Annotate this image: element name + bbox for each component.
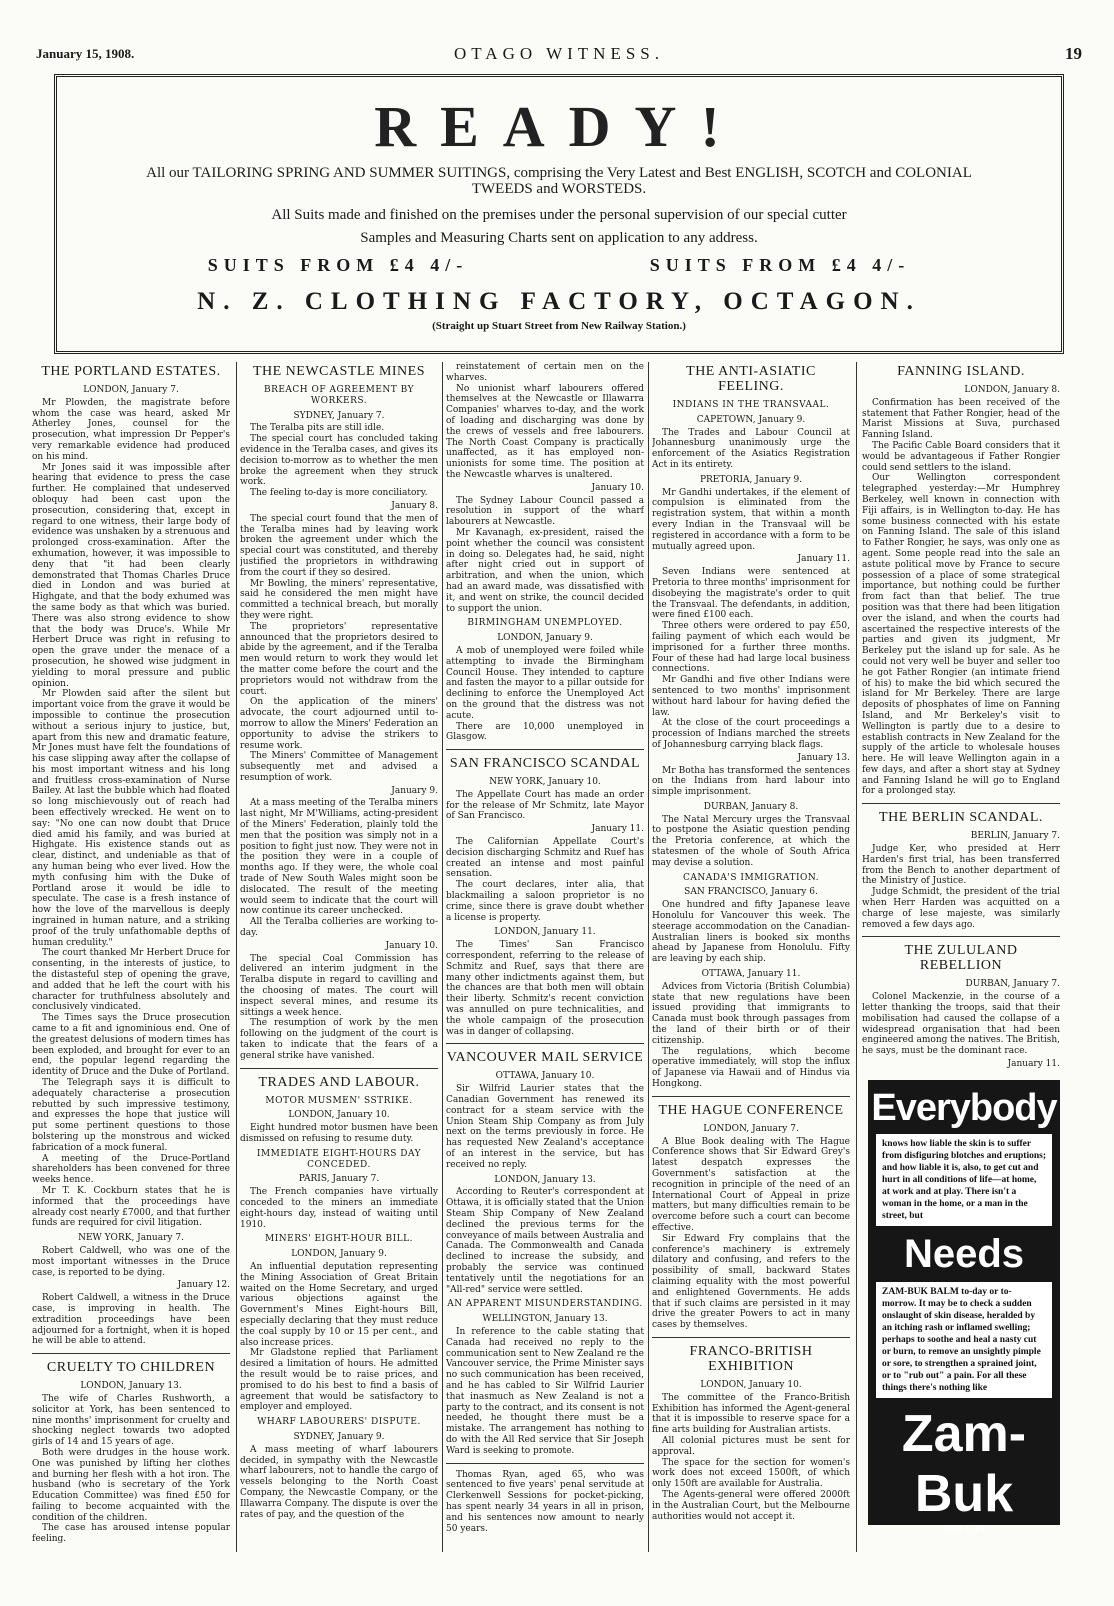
section-divider <box>446 749 644 750</box>
issue-date: January 15, 1908. <box>36 46 135 61</box>
paragraph: At a mass meeting of the Teralba miners last night, Mr M'Williams, acting-president of the Miners' Federation, plainly told the men that the position was simply not in a position to fight just now. They were not in the position they were in a couple of months ago. If they were, the whole coal trade of New South Wales might soon be dislocated. The result of the meeting would seem to indicate that the court will now continue its career unchecked. <box>240 798 438 917</box>
section-divider <box>32 1353 230 1354</box>
dateline: LONDON, January 9. <box>497 633 593 644</box>
paragraph: On the application of the miners' advocate, the court adjourned until to-morrow to allow the Miners' Federation an opportunity to advise the strikers to resume work. <box>240 697 438 751</box>
paragraph: Mr Plowden, the magistrate before whom the case was heard, asked Mr Atherley Jones, counsel for the prosecution, what impression Dr Pepper's very remarkable evidence had produced on his mind. <box>32 397 230 462</box>
ad-line-3: Samples and Measuring Charts sent on application to any address. <box>360 230 758 246</box>
dateline: BERLIN, January 7. <box>970 831 1060 842</box>
subheading: WHARF LABOURERS' DISPUTE. <box>257 1417 421 1428</box>
subheading: AN APPARENT MISUNDERSTANDING. <box>447 1299 643 1310</box>
subheading: BIRMINGHAM UNEMPLOYED. <box>467 618 623 629</box>
dateline: January 11. <box>797 554 850 565</box>
paragraph: The special court found that the men of the Teralba mines had by leaving work broken the agreement under which the special court was constituted, and thereby justified the proprietors in withdrawing from the court if they so desired. <box>240 513 438 578</box>
dateline: WELLINGTON, January 13. <box>482 1314 608 1325</box>
dateline: LONDON, January 13. <box>80 1381 182 1392</box>
zam-buk-needs: Needs <box>903 1232 1025 1276</box>
paragraph: The Teralba pits are still idle. <box>250 423 385 434</box>
dateline: NEW YORK, January 7. <box>78 1233 184 1244</box>
column-2 <box>240 362 438 1562</box>
paragraph: reinstatement of certain men on the wharves. <box>446 362 644 383</box>
paragraph: The proprietors' representative announced that the proprietors desired to abide by the agreement, and if the Teralba men would return to work they would let the matter come before the court and the proprietors would not withdraw from the court. <box>240 621 438 697</box>
paragraph: Mr Gandhi undertakes, if the element of compulsion is eliminated from the registration system, that within a month every Indian in the Transvaal will be registered in accordance with a form to be mutually agreed upon. <box>652 487 850 552</box>
paragraph: The French companies have virtually conceded to the miners an immediate eight-hours day, instead of waiting until 1910. <box>240 1187 438 1230</box>
paragraph: The feeling to-day is more conciliatory. <box>250 488 428 499</box>
ad-firm-name: N. Z. CLOTHING FACTORY, OCTAGON. <box>197 288 921 315</box>
paragraph: Robert Caldwell, who was one of the most important witnesses in the Druce case, is reported to be dying. <box>32 1245 230 1278</box>
dateline: CAPETOWN, January 9. <box>696 414 806 425</box>
masthead <box>36 44 1082 66</box>
headline-san-francisco-scandal: SAN FRANCISCO SCANDAL <box>449 756 641 772</box>
paragraph: Sir Wilfrid Laurier states that the Canadian Government has renewed its contract for a steam service with the Union Steam Ship Company as from July next on the terms previously in force. He has requested New Zealand's acceptance of an interest in the service, but has received no reply. <box>446 1084 644 1170</box>
paragraph: All colonial pictures must be sent for approval. <box>652 1435 850 1457</box>
paragraph: Eight hundred motor busmen have been dismissed on refusing to resume duty. <box>240 1123 438 1144</box>
ad-suits-row <box>57 255 1061 276</box>
zam-buk-text-2: ZAM-BUK BALM to-day or to-morrow. It may be to check a sudden onslaught of skin disease, heralded by an itching rash or inflamed swelling; perhaps to soothe and heal a nasty cut or burn, to remove an unsightly pimple or sore, to strengthen a sprained joint, or to "rub out" a pain. For all these things there's nothing like <box>876 1282 1052 1398</box>
paragraph: Seven Indians were sentenced at Pretoria to three months' imprisonment for disobeying the magistrate's order to quit the Transvaal. The defendants, in addition, were fined £100 each. <box>652 567 850 621</box>
paragraph: The Trades and Labour Council at Johannesburg unanimously urge the enforcement of the Asiatics Registration Act in its entirety. <box>652 427 850 470</box>
dateline: January 9. <box>391 785 438 796</box>
dateline: LONDON, January 7. <box>703 1123 799 1134</box>
headline-newcastle-mines: THE NEWCASTLE MINES <box>252 364 426 379</box>
zam-buk-brand: Zam-Buk <box>901 1405 1027 1523</box>
paragraph: The case has aroused intense popular feeling. <box>32 1523 230 1545</box>
dateline: SYDNEY, January 9. <box>293 1431 385 1442</box>
paragraph: Advices from Victoria (British Columbia) state that new regulations have been issued providing that immigrants to Canada must book through passages from the land of their birth or of their citizenship. <box>652 981 850 1046</box>
headline-trades-and-labour: TRADES AND LABOUR. <box>258 1074 420 1090</box>
subheading: IMMEDIATE EIGHT-HOURS DAY CONCEDED. <box>256 1148 422 1170</box>
paragraph: Mr T. K. Cockburn states that he is informed that the proceedings have already cost nearly £7000, and that further funds are required for civil litigation. <box>32 1185 230 1229</box>
headline-anti-asiatic-feeling: THE ANTI-ASIATIC FEELING. <box>686 364 816 394</box>
dateline: LONDON, January 13. <box>494 1174 596 1185</box>
dateline: LONDON, January 9. <box>291 1249 387 1260</box>
dateline: SYDNEY, January 7. <box>293 410 385 421</box>
paragraph: According to Reuter's correspondent at Ottawa, it is officially stated that the Union Steam Ship Company of New Zealand declined the previous terms for the conveyance of mails between Australia and Canada. The Commonwealth and Canada declined to increase the subsidy, and probably the service was continued tentatively until the negotiations for an "All-red" service were settled. <box>446 1187 644 1295</box>
column-4 <box>652 362 850 1562</box>
headline-hague-conference: THE HAGUE CONFERENCE <box>658 1102 844 1118</box>
paragraph: In reference to the cable stating that Canada had received no reply to the communication sent to New Zealand re the Vancouver service, the Prime Minister says no such communication has been received, and he has cabled to Sir Wilfrid Laurier that inasmuch as New Zealand is not a party to the contract, and its consent is not needed, he thought there must be a mistake. The arrangement has nothing to do with the All Red service that Sir Joseph Ward is seeking to promote. <box>446 1326 644 1456</box>
headline-zululand-rebellion: THE ZULULAND REBELLION <box>904 943 1018 974</box>
dateline: LONDON, January 7. <box>83 385 179 395</box>
paragraph: At the close of the court proceedings a procession of Indians marched the streets of Johannesburg carrying black flags. <box>652 718 850 750</box>
subheading: MOTOR MUSMEN' SSTRIKE. <box>265 1095 413 1106</box>
paragraph: Colonel Mackenzie, in the course of a letter thanking the troops, said that their mobilisation had caused the collapse of a widespread organisation that had been engineered among the natives. The British, he says, must be the dominant race. <box>862 992 1060 1057</box>
newspaper-title: OTAGO WITNESS. <box>454 44 664 63</box>
section-divider <box>446 1043 644 1044</box>
zam-buk-advertisement <box>868 1080 1060 1534</box>
dateline: January 13. <box>797 752 850 763</box>
headline-berlin-scandal: THE BERLIN SCANDAL. <box>879 810 1043 826</box>
paragraph: A Blue Book dealing with The Hague Conference shows that Sir Edward Grey's latest despatch expresses the Government's satisfaction at the recognition in principle of the need of an International Court of Appeal in prize matters, but many difficulties remain to be overcome before such a court can become effective. <box>652 1136 850 1233</box>
paragraph: The committee of the Franco-British Exhibition has informed the Agent-general that it is impossible to reserve space for a fine arts building for Australian artists. <box>652 1392 850 1436</box>
paragraph: The space for the section for women's work does not exceed 1500ft, of which only 150ft are available for Australia. <box>652 1457 850 1490</box>
paragraph: The special Coal Commission has delivered an interim judgment in the Teralba dispute in regard to cavilling and the choosing of mates. The court will inspect several mines, and resume its sittings a week hence. <box>240 953 438 1018</box>
paragraph: There are 10,000 unemployed in Glasgow. <box>446 721 644 743</box>
paragraph: Thomas Ryan, aged 65, who was sentenced to five years' penal servitude at Clerkenwell Sessions for pocket-picking, has spent nearly 34 years in all in prison, and his sentences now amount to nearly 50 years. <box>446 1469 644 1534</box>
headline-fanning-island: FANNING ISLAND. <box>897 364 1025 379</box>
dateline: LONDON, January 11. <box>494 927 596 938</box>
paragraph: One hundred and fifty Japanese leave Honolulu for Vancouver this week. The steerage accommodation on the Canadian-Australian liners is booked six months ahead by Japanese from Honolulu. Fifty are leaving by each ship. <box>652 900 850 965</box>
paragraph: The court declares, inter alia, that blackmailing a saloon proprietor is no crime, since there is grave doubt whether a license is property. <box>446 880 644 923</box>
section-divider <box>652 1096 850 1097</box>
column-5 <box>862 362 1060 1072</box>
paragraph: Mr Gladstone replied that Parliament desired a limitation of hours. He admitted the result would be to raise prices, and promised to do his best to find a basis of agreement that would be satisfactory to employer and employed. <box>240 1348 438 1413</box>
paragraph: Judge Schmidt, the president of the trial when Herr Harden was acquitted on a charge of lese majeste, was similarly removed a few days ago. <box>862 887 1060 930</box>
paragraph: Mr Bowling, the miners' representative, said he considered the men might have committed a technical breach, but morally they were right. <box>240 578 438 621</box>
paragraph: The Miners' Committee of Management subsequently met and advised a resumption of work. <box>240 751 438 783</box>
paragraph: A mob of unemployed were foiled while attempting to invade the Birmingham Council House. They intended to capture and fasten the mayor to a pillar outside for declining to enforce the Unemployed Act on the ground that the distress was not acute. <box>446 645 644 721</box>
section-divider <box>862 936 1060 937</box>
zam-buk-slogan: "RUB IT IN" <box>938 1524 990 1534</box>
paragraph: The Telegraph says it is difficult to adequately characterise a prosecution rebutted by such impressive testimony, and expresses the hope that justice will put some pertinent questions to those bolstering up the monstrous and wicked fabrication of a mock funeral. <box>32 1078 230 1153</box>
paragraph: An influential deputation representing the Mining Association of Great Britain waited on the Home Secretary, and urged various objections against the Government's Mines Eight-hours Bill, especially declaring that they must reduce the coal supply by 10 or 15 per cent., and also increase prices. <box>240 1261 438 1348</box>
dateline: SAN FRANCISCO, January 6. <box>684 887 818 898</box>
paragraph: Sir Edward Fry complains that the conference's machinery is extremely dilatory and confusing, and refers to the possibility of small, backward States claiming equality with the most powerful and enlightened Governments. He adds that if such claims are persisted in it may drive the greater Powers to act in many cases by themselves. <box>652 1233 850 1331</box>
paragraph: The regulations, which become operative immediately, will stop the influx of Japanese via Hawaii and of Hindus via Hongkong. <box>652 1046 850 1090</box>
paragraph: The Sydney Labour Council passed a resolution in support of the wharf labourers at Newcastle. <box>446 495 644 528</box>
dateline: LONDON, January 10. <box>700 1379 802 1390</box>
paragraph: Judge Ker, who presided at Herr Harden's first trial, has been transferred from the Bench to another department of the Ministry of Justice. <box>862 844 1060 887</box>
column-rule <box>856 362 857 1552</box>
paragraph: Three others were ordered to pay £50, failing payment of which each would be imprisoned for a further three months. Four of these had had large local business connections. <box>652 621 850 675</box>
paragraph: Our Wellington correspondent telegraphed yesterday:—Mr Humphrey Berkeley, well known in connection with Fiji affairs, is in Wellington to-day. He has some business connected with his estate on Fanning Island. The sale of this island to Father Rongier, he says, was only one as agent. Some people read into the sale an astute political move by France to secure possession of a place of some strategical importance, but nothing could be further from fact than that belief. The true position was that there had been litigation over the island, and when the courts had ascertained the respective interests of the parties and given its judgment, Mr Berkeley put the island up for sale. As he could not very well be buyer and seller too he got Father Rongier (an intimate friend of his) to make the bid which secured the island for Mr Berkeley. There are large deposits of phosphates of lime on Fanning Island, and Mr Berkeley's visit to Wellington is partly due to a desire to establish contracts in New Zealand for the supply of the article to wholesale houses here. He will leave Wellington again in a few days, and after a short stay at Sydney and Fanning Island he will go to England for a prolonged stay. <box>862 473 1060 797</box>
paragraph: The special court has concluded taking evidence in the Teralba cases, and gives its decision to-morrow as to whether the men broke the agreement when they struck work. <box>240 434 438 488</box>
dateline: OTTAWA, January 11. <box>701 969 801 980</box>
dateline: January 11. <box>1007 1059 1060 1070</box>
paragraph: A meeting of the Druce-Portland shareholders has been convened for three weeks hence. <box>32 1153 230 1186</box>
paragraph: The Californian Appellate Court's decision discharging Schmitz and Ruef has created an intense and most painful sensation. <box>446 837 644 880</box>
paragraph: The Agents-general were offered 2000ft in the Australian Court, but the Melbourne authorities would not accept it. <box>652 1489 850 1522</box>
dateline: PRETORIA, January 9. <box>699 474 803 485</box>
paragraph: Mr Botha has transformed the sentences on the Indians from hard labour into simple imprisonment. <box>652 765 850 798</box>
section-divider <box>652 1337 850 1338</box>
subheading: CANADA'S IMMIGRATION. <box>682 872 820 883</box>
paragraph: The court thanked Mr Herbert Druce for consenting, in the interests of justice, to the distasteful step of opening the grave, and added that he left the court with his character for truthfulness absolutely and conclusively vindicated. <box>32 948 230 1013</box>
ad-suits-price-right: SUITS FROM £4 4/- <box>649 255 911 275</box>
column-3 <box>446 362 644 1562</box>
dateline: DURBAN, January 8. <box>703 801 799 812</box>
paragraph: Mr Plowden said after the silent but important voice from the grave it would be impossible to continue the prosecution without a serious injury to justice, but, apart from this new and dramatic feature, Mr Jones must have felt the foundations of his case slipping away after the collapse of his most important witness and his long and fruitless cross-examination of Nurse Bailey. At last the bubble which had floated so long mischievously out of reach had been effectively wrecked. He went on to say: "No one can now doubt that Druce died amid his family, and was buried at Highgate. His existence stands out as clear, distinct, and undeniable as that of any human being who ever lived. How the myth confusing him with the Duke of Portland arose it would be idle to speculate. The case is a fresh instance of how the love of the marvellous is deeply ingrained in human nature, and a striking proof of the truly unfathomable depths of human credulity." <box>32 689 230 948</box>
column-rule <box>236 362 237 1552</box>
dateline: OTTAWA, January 10. <box>495 1071 595 1082</box>
tailoring-advertisement <box>54 74 1064 354</box>
dateline: January 12. <box>177 1280 230 1291</box>
column-1 <box>32 362 230 1562</box>
ad-suits-price-left: SUITS FROM £4 4/- <box>207 255 469 275</box>
zam-buk-everybody: Everybody <box>871 1087 1057 1129</box>
ad-line-2: All Suits made and finished on the premises under the personal supervision of our special cutter <box>271 207 847 223</box>
dateline: DURBAN, January 7. <box>965 979 1060 990</box>
section-divider <box>240 1068 438 1069</box>
paragraph: Mr Kavanagh, ex-president, raised the point whether the council was consistent in doing so. Delegates had, he said, night after night cried out in support of arbitration, and when the union, which had an award made, was dissatisfied with it, and went on strike, the council decided to support the union. <box>446 527 644 614</box>
ad-line-1: All our TAILORING SPRING AND SUMMER SUITINGS, comprising the Very Latest and Best ENGLISH, SCOTCH and COLONIAL TWEEDS and WORSTEDS. <box>146 165 972 197</box>
dateline: January 10. <box>591 482 644 493</box>
paragraph: The Pacific Cable Board considers that it would be advantageous if Father Rongier could send settlers to the island. <box>862 440 1060 473</box>
dateline: January 10. <box>385 940 438 951</box>
headline-franco-british-exhibition: FRANCO-BRITISH EXHIBITION <box>689 1343 813 1374</box>
dateline: LONDON, January 8. <box>964 385 1060 395</box>
ad-address: (Straight up Stuart Street from New Railway Station.) <box>432 320 686 332</box>
paragraph: All the Teralba collieries are working to-day. <box>240 917 438 939</box>
page-number: 19 <box>1065 44 1082 63</box>
column-rule <box>442 362 443 1552</box>
dateline: January 8. <box>391 500 438 511</box>
paragraph: The Times says the Druce prosecution came to a fit and ignominious end. One of the greatest delusions of modern times has been exploded, and brought for ever to an end, the popular legend regarding the identity of Druce and the Duke of Portland. <box>32 1013 230 1078</box>
paragraph: Robert Caldwell, a witness in the Druce case, is improving in health. The extradition proceedings have been adjourned for a fortnight, when it is hoped he will be able to attend. <box>32 1293 230 1347</box>
ad-headline: READY! <box>374 94 744 159</box>
subheading: BREACH OF AGREEMENT BY WORKERS. <box>263 385 415 406</box>
headline-vancouver-mail-service: VANCOUVER MAIL SERVICE <box>446 1050 644 1066</box>
subheading: INDIANS IN THE TRANSVAAL. <box>672 400 830 410</box>
zam-buk-text-1: knows how liable the skin is to suffer from disfiguring blotches and eruptions; and how liable it is, also, to get cut and hurt in all conditions of life—at home, at work and at play. There isn't a woman in the home, or a man in the street, but <box>876 1134 1052 1226</box>
paragraph: The resumption of work by the men following on the judgment of the court is taken to indicate that the fears of a general strike have vanished. <box>240 1018 438 1061</box>
dateline: LONDON, January 10. <box>288 1110 390 1121</box>
paragraph: The wife of Charles Rushworth, a solicitor at York, has been sentenced to nine months' imprisonment for cruelty and shocking neglect towards two adopted girls of 14 and 15 years of age. <box>32 1393 230 1448</box>
paragraph: Confirmation has been received of the statement that Father Rongier, head of the Marist Missions at Suva, purchased Fanning Island. <box>862 397 1060 441</box>
subheading: MINERS' EIGHT-HOUR BILL. <box>265 1234 413 1245</box>
dateline: January 11. <box>591 824 644 835</box>
paragraph: Both were drudges in the house work. One was punished by lifting her clothes and burning her flesh with a hot iron. The husband (who is secretary of the York Education Committee) was fined £50 for failing to become acquainted with the condition of the children. <box>32 1447 230 1523</box>
headline-cruelty-to-children: CRUELTY TO CHILDREN <box>46 1360 216 1376</box>
column-rule <box>648 362 649 1552</box>
paragraph: The Natal Mercury urges the Transvaal to postpone the Asiatic question pending the Pretoria conference, at which the statesmen of the whole of South Africa may devise a solution. <box>652 814 850 868</box>
dateline: PARIS, January 7. <box>298 1174 380 1185</box>
paragraph: No unionist wharf labourers offered themselves at the Newcastle or Illawarra Companies' wharves to-day, and the work of loading and discharging was done by the crews of vessels and free labourers. The North Coast Company is practically unaffected, as it has employed non-unionists for some time. The position at the Newcastle wharves is unaltered. <box>446 383 644 480</box>
paragraph: Mr Jones said it was impossible after hearing that evidence to press the case further. He complained that undeserved obloquy had been cast upon the prosecution, considering that, except in regard to one witness, their large body of evidence was unshaken by a strenuous and prolonged cross-examination. After the exhumation, however, it was impossible to deny that "it had been clearly demonstrated that Thomas Charles Druce died in London and was buried at Highgate, and that the body exhumed was the same body as that which was buried. There was also strong evidence to show that the body was Druce's. While Mr Herbert Druce was right in refusing to open the grave under the menace of a prosecution, he showed wise judgment in yielding to moral pressure and public opinion. <box>32 462 230 689</box>
section-divider <box>446 1463 644 1464</box>
paragraph: The Appellate Court has made an order for the release of Mr Schmitz, late Mayor of San Francisco. <box>446 789 644 822</box>
paragraph: The Times' San Francisco correspondent, referring to the release of Schmitz and Ruef, says that there are many other indictments against them, but the chances are that both men will obtain their liberty. Schmitz's recent conviction was annulled on pure technicalities, and the whole campaign of the prosecution was in danger of collapsing. <box>446 940 644 1037</box>
section-divider <box>862 803 1060 804</box>
dateline: NEW YORK, January 10. <box>489 777 601 788</box>
paragraph: A mass meeting of wharf labourers decided, in sympathy with the Newcastle wharf labourers, not to handle the cargo of vessels belonging to the North Coast Company, the Newcastle Company, or the Illawarra Company. The dispute is over the rates of pay, and the question of the <box>240 1444 438 1520</box>
paragraph: Mr Gandhi and five other Indians were sentenced to two months' imprisonment without hard labour for having defied the law. <box>652 675 850 718</box>
headline-portland-estates: THE PORTLAND ESTATES. <box>41 364 221 379</box>
